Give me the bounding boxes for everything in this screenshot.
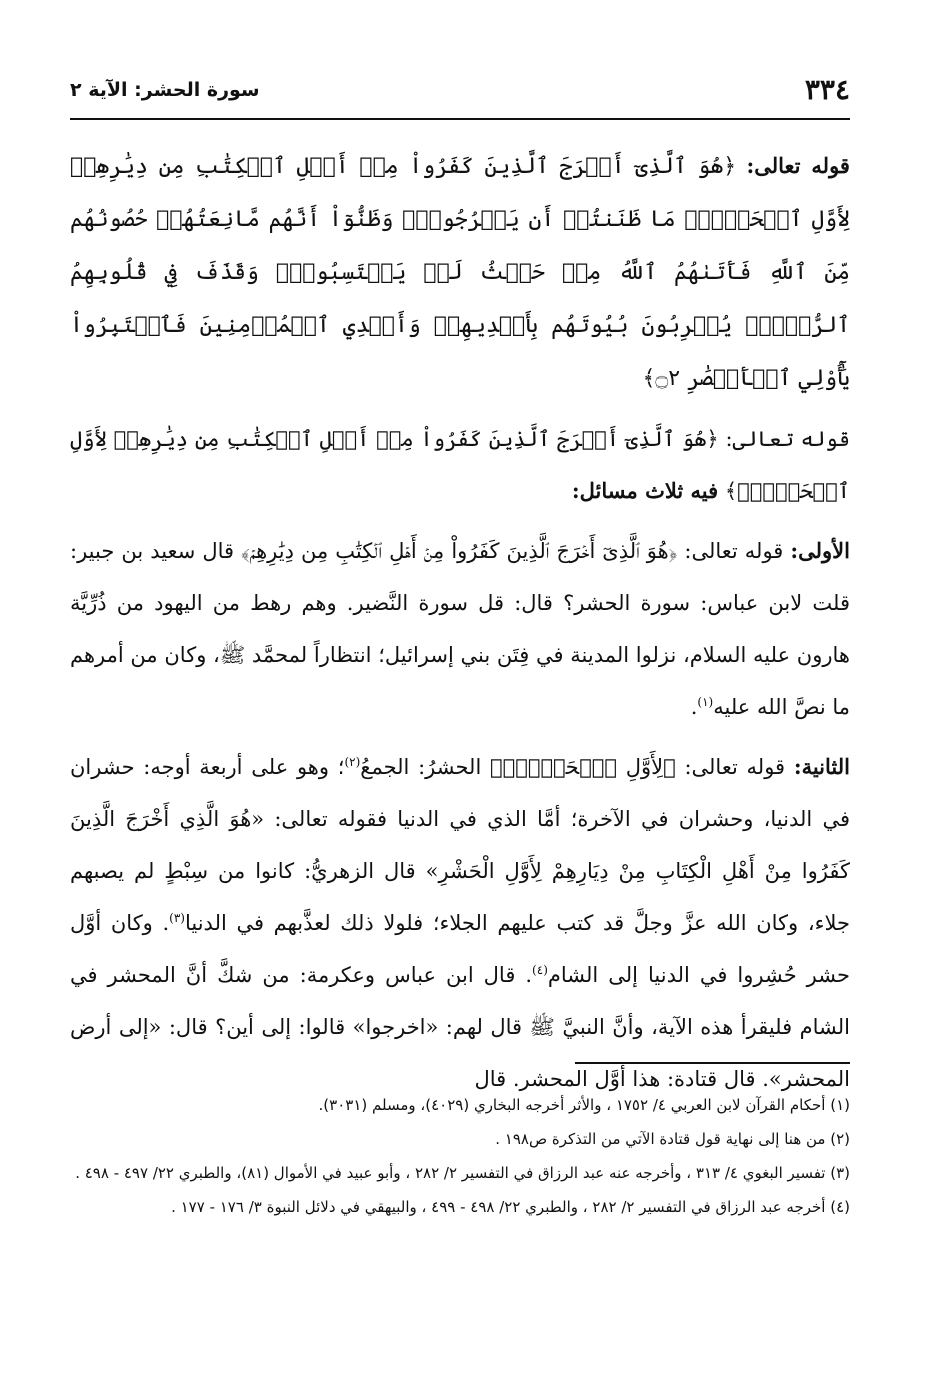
paragraph-lead: قوله تعالى:: [725, 427, 850, 451]
paragraph-tail: فيه ثلاث مسائل:: [571, 478, 719, 503]
page-header: [70, 70, 850, 116]
sentence-end: .: [690, 695, 698, 719]
footnote-ref: (٤): [532, 963, 548, 977]
footnote: (١) أحكام القرآن لابن العربي ٤/ ١٧٥٢ ، والأثر أخرجه البخاري (٤٠٢٩)، ومسلم (٣٠٣١).: [318, 1096, 850, 1114]
paragraph-masail: [70, 413, 850, 517]
issue-intro: قوله تعالى:: [684, 755, 786, 779]
header-rule: [70, 118, 850, 120]
paragraph-verse-full: [70, 140, 850, 405]
issue-body: قال سعيد بن جبير: قلت لابن عباس: سورة الحشر؟ قال: قل سورة النَّضير. وهم رهط من اليهود من ذُرِّيَّة هارون عليه السلام، نزلوا المدينة في فِتَن بني إسرائيل؛ انتظاراً لمحمَّد ﷺ، وكان من أمرهم ما نصَّ الله عليه: [70, 539, 850, 719]
issue-body: ؛ وهو على أربعة أوجه: حشران في الدنيا، وحشران في الآخرة؛ أمَّا الذي في الدنيا فقوله تعالى: «هُوَ الَّذِي أَخْرَجَ الَّذِينَ كَفَرُوا مِنْ أَهْلِ الْكِتَابِ مِنْ دِيَارِهِمْ لِأَوَّلِ الْحَشْرِ» قال الزهريُّ: كانوا من سِبْطٍ لم يصبهم جلاء، وكان الله عزَّ وجلَّ قد كتب عليهم الجلاء؛ فلولا ذلك لعذَّبهم في الدنيا: [70, 755, 850, 935]
issue-heading: الثانية:: [793, 754, 850, 779]
issue-body: . قال ابن عباس وعكرمة: من شكَّ أنَّ المحشر في الشام فليقرأ هذه الآية، وأنَّ النبيَّ ﷺ قال لهم: «اخرجوا» قالوا: إلى أين؟ قال: «إلى أرض المحشر». قال قتادة: هذا أوَّل المحشر. قال: [70, 963, 850, 1091]
footnote-separator: [575, 1062, 850, 1064]
paragraph-second-issue: [70, 741, 850, 1105]
paragraph-first-issue: [70, 525, 850, 733]
issue-body: الحشرُ: الجمعُ: [360, 755, 482, 779]
footnote-ref: (٢): [344, 755, 361, 769]
quran-verse: ﴿لِأَوَّلِ ٱلۡحَشۡرِۚ﴾: [490, 755, 676, 779]
footnote: (٣) تفسير البغوي ٤/ ٣١٣ ، وأخرجه عنه عبد الرزاق في التفسير ٢/ ٢٨٢ ، وأبو عبيد في الأموال (٨١)، والطبري ٢٢/ ٤٩٧ - ٤٩٨ .: [75, 1164, 850, 1182]
footnotes: [70, 1088, 850, 1224]
quran-verse: ﴿هُوَ ٱلَّذِىٓ أَخۡرَجَ ٱلَّذِينَ كَفَرُواْ مِنۡ أَهۡلِ ٱلۡكِتَٰبِ مِن دِيَٰرِهِمۡ لِأَوَّلِ ٱلۡحَشۡرِۚ مَا ظَنَنتُمۡ أَن يَخۡرُجُواْۖ وَظَنُّوٓاْ أَنَّهُم مَّانِعَتُهُمۡ حُصُونُهُم مِّنَ ٱللَّهِ فَأَتَىٰهُمُ ٱللَّهُ مِنۡ حَيۡثُ لَمۡ يَحۡتَسِبُواْۖ وَقَذَفَ فِي قُلُوبِهِمُ ٱلرُّعۡبَۚ يُخۡرِبُونَ بُيُوتَهُم بِأَيۡدِيهِمۡ وَأَيۡدِي ٱلۡمُؤۡمِنِينَ فَٱعۡتَبِرُواْ يَٰٓأُوْلِي ٱلۡأَبۡصَٰرِ ۝٢﴾: [70, 154, 850, 391]
issue-heading: الأولى:: [790, 538, 850, 563]
quran-verse: ﴿هُوَ ٱلَّذِىٓ أَخۡرَجَ ٱلَّذِينَ كَفَرُواْ مِنۡ أَهۡلِ ٱلۡكِتَٰبِ مِن دِيَٰرِهِمۡ لِأَوَّلِ ٱلۡحَشۡرِۚ﴾: [70, 427, 850, 503]
paragraph-lead: قوله تعالى:: [746, 153, 850, 178]
quran-verse: ﴿هُوَ ٱلَّذِىٓ أَخۡرَجَ ٱلَّذِينَ كَفَرُواْ مِنۡ أَهۡلِ ٱلۡكِتَٰبِ مِن دِيَٰرِهِمۡ﴾: [241, 539, 678, 563]
issue-intro: قوله تعالى:: [684, 539, 784, 563]
issue-body: . وكان أوَّل حشر حُشِروا في الدنيا إلى الشام: [70, 911, 850, 987]
main-text: [70, 140, 850, 1113]
footnote: (٤) أخرجه عبد الرزاق في التفسير ٢/ ٢٨٢ ، والطبري ٢٢/ ٤٩٨ - ٤٩٩ ، والبيهقي في دلائل النبوة ٣/ ١٧٦ - ١٧٧ .: [171, 1198, 850, 1216]
footnote: (٢) من هنا إلى نهاية قول قتادة الآتي من التذكرة ص١٩٨ .: [495, 1130, 850, 1148]
footnote-ref: (١): [697, 695, 714, 709]
page-number: ٣٣٤: [804, 73, 850, 106]
running-title: سورة الحشر: الآية ٢: [70, 79, 260, 101]
footnote-ref: (٣): [169, 911, 185, 925]
